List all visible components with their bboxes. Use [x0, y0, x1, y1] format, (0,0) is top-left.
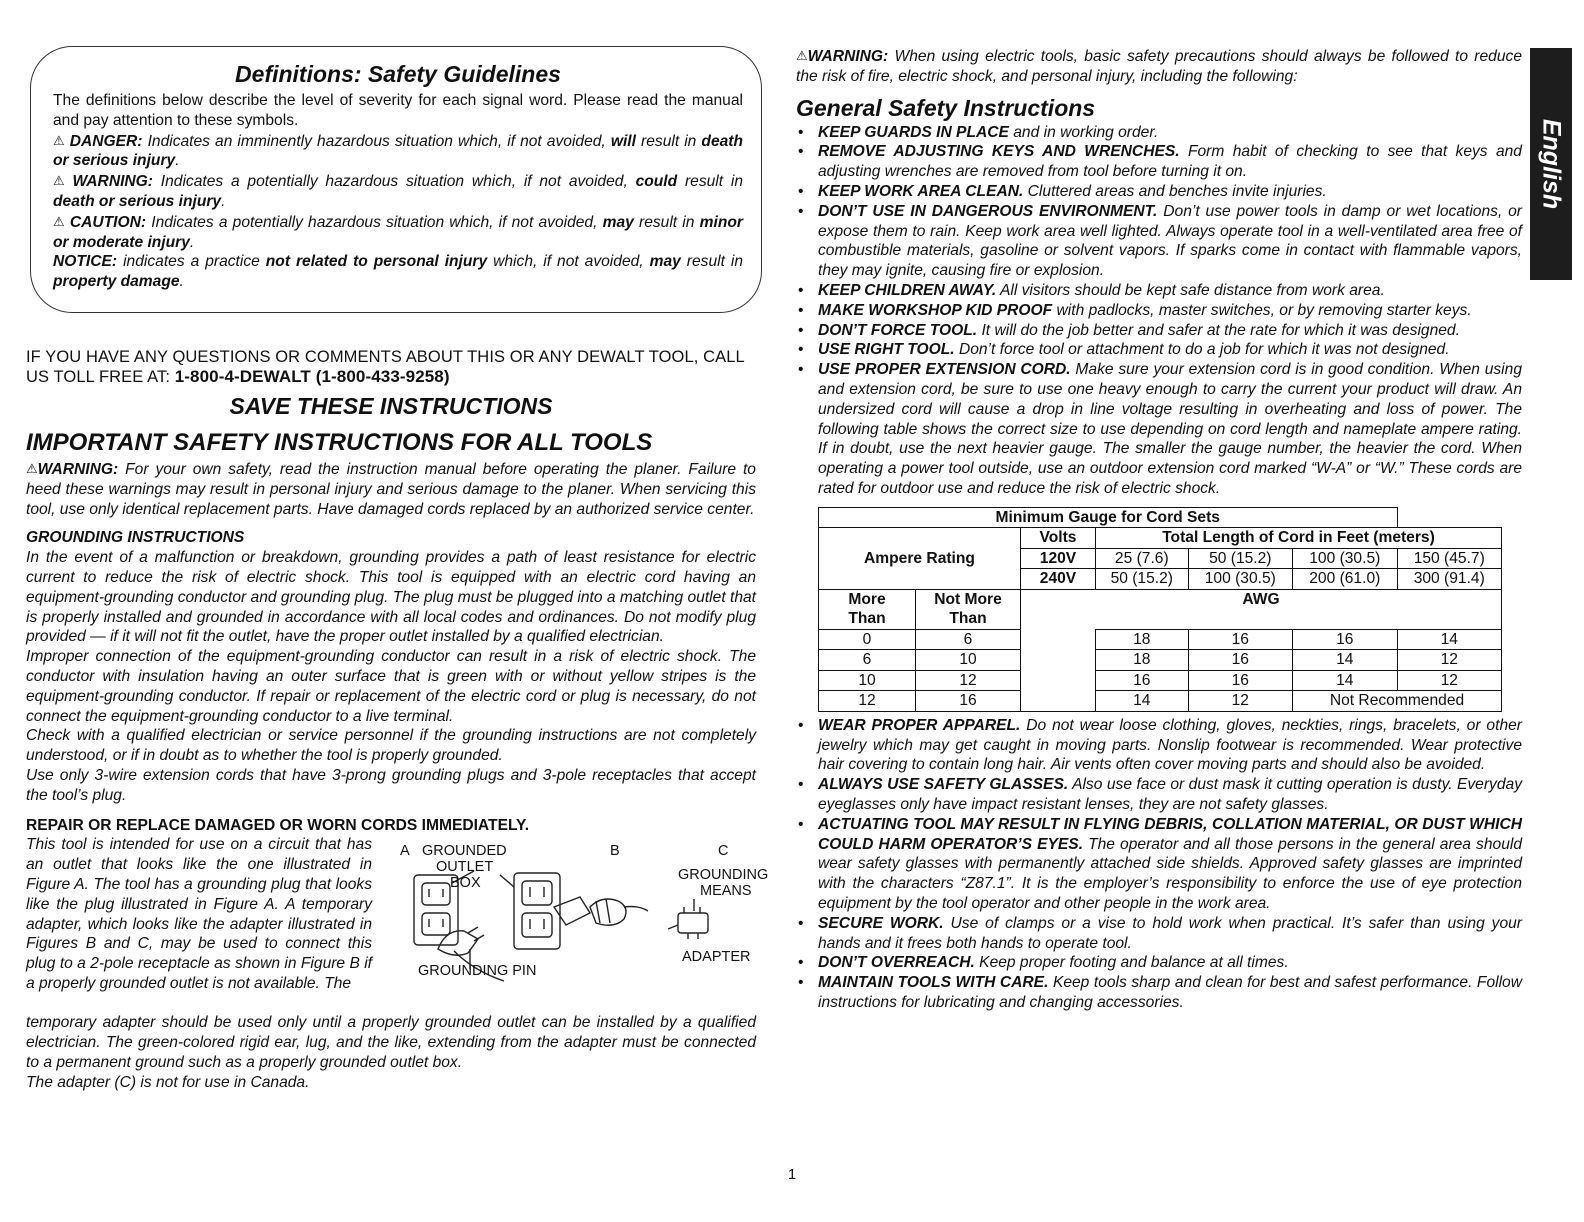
safety-item: [796, 301, 1522, 321]
warning-triangle-icon: ⚠: [53, 173, 65, 189]
not-more-line-2: Than: [949, 610, 987, 628]
danger-word: DANGER:: [69, 132, 143, 150]
safety-item: [796, 321, 1522, 341]
safety-item: [796, 182, 1522, 202]
warning-text: Indicates a potentially hazardous situation which, if not avoided,: [160, 173, 628, 191]
safety-item: [796, 123, 1522, 143]
warning-consequence: death or serious injury: [53, 192, 222, 210]
definitions-box: [30, 46, 762, 313]
safety-item-text: Do not wear loose clothing, gloves, neckties, rings, bracelets, or other jewelry which may get caught in moving parts. Nonslip footwear is recommended. Wear protective hair covering to contain long hair. Air vents often cover moving parts and should also be avoided.: [818, 716, 1522, 774]
safety-item-text: Don’t force tool or attachment to do a job for which it was not designed.: [958, 341, 1450, 359]
table-cell: 14: [1293, 650, 1397, 671]
warning-triangle-icon: ⚠: [26, 460, 38, 476]
grounding-heading: GROUNDING INSTRUCTIONS: [26, 529, 245, 547]
safety-item: [796, 281, 1522, 301]
table-cell: 16: [1293, 629, 1397, 650]
safety-item-text: and in working order.: [1013, 123, 1159, 141]
table-cell: 16: [1188, 650, 1292, 671]
repair-figure-section: [26, 835, 769, 1013]
safety-item-title: USE RIGHT TOOL.: [818, 341, 955, 359]
contact-phone: 1-800-4-DEWALT (1-800-433-9258): [174, 366, 450, 386]
danger-definition: ⚠ DANGER: Indicates an imminently hazardous situation which, if not avoided, will result in death or serious injury.: [53, 132, 744, 170]
language-tab-label: English: [1537, 118, 1566, 210]
safety-item-text: Keep proper footing and balance at all times.: [979, 954, 1289, 972]
safety-item-title: ACTUATING TOOL MAY RESULT IN FLYING DEBRIS, COLLATION MATERIAL, OR DUST WHICH COULD HARM OPERATOR’S EYES.: [818, 815, 1522, 853]
grounding-paragraph-1: In the event of a malfunction or breakdown, grounding provides a path of least resistance for electric current to reduce the risk of electric shock. This tool is equipped with an electric cord having an equipment-grounding conductor and grounding plug. The plug must be plugged into a matching outlet that is properly installed and grounded in accordance with all local codes and ordinances. Do not modify plug provided — if it will not fit the outlet, have the proper outlet installed by a qualified electrician.: [26, 549, 756, 646]
table-cell: 0: [819, 629, 916, 650]
table-row: [819, 589, 1502, 629]
safety-item: [796, 142, 1522, 182]
table-row: [819, 629, 1502, 650]
safety-item-title: USE PROPER EXTENSION CORD.: [818, 361, 1071, 379]
table-cell: 12: [1397, 670, 1502, 691]
caution-result: result in: [639, 213, 695, 231]
important-safety-title: IMPORTANT SAFETY INSTRUCTIONS FOR ALL TOOLS: [26, 428, 653, 456]
table-cell: 16: [1096, 670, 1189, 691]
table-cell: 100 (30.5): [1188, 569, 1292, 590]
table-cell: 10: [819, 670, 916, 691]
caution-bold-may: may: [602, 213, 634, 231]
notice-text-2: which, if not avoided,: [493, 253, 644, 271]
warning-bold-could: could: [635, 173, 678, 191]
figure-label-outlet: OUTLET: [436, 859, 494, 876]
table-cell: 12: [1188, 691, 1292, 712]
safety-item-title: DON’T USE IN DANGEROUS ENVIRONMENT.: [818, 202, 1158, 220]
general-warning: [796, 46, 1522, 87]
contact-info: [26, 347, 756, 387]
important-warning: [26, 459, 756, 519]
page-number: 1: [787, 1166, 797, 1183]
safety-item: [796, 914, 1522, 954]
safety-item-text: with padlocks, master switches, or by removing starter keys.: [1056, 301, 1472, 319]
danger-bold-will: will: [610, 132, 636, 150]
table-cell: 300 (91.4): [1397, 569, 1502, 590]
contact-text: IF YOU HAVE ANY QUESTIONS OR COMMENTS ABOUT THIS OR ANY DEWALT TOOL, CALL US TOLL FREE AT:: [26, 347, 745, 386]
grounding-paragraph-2: Improper connection of the equipment-grounding conductor can result in a risk of electric shock. The conductor with insulation having an outer surface that is green with or without yellow stripes is the equipment-grounding conductor. If repair or replacement of the electric cord or plug is necessary, do not connect the equipment-grounding conductor to a live terminal.: [26, 648, 756, 725]
table-cell: 25 (7.6): [1096, 548, 1189, 569]
grounding-paragraph-4: Use only 3-wire extension cords that have 3-prong grounding plugs and 3-pole receptacles that accept the tool’s plug.: [26, 766, 756, 804]
table-cell: 6: [819, 650, 916, 671]
table-cell: 14: [1293, 670, 1397, 691]
table-cell: 18: [1096, 650, 1189, 671]
warning-triangle-icon: ⚠: [53, 213, 65, 229]
safety-item-title: ALWAYS USE SAFETY GLASSES.: [818, 776, 1069, 794]
safety-item-text: Use of clamps or a vise to hold work when practical. It’s safer than using your hands and it frees both hands to operate tool.: [818, 914, 1522, 952]
notice-text: indicates a practice: [123, 253, 260, 271]
right-column: [796, 46, 1522, 1013]
safety-item-title: KEEP WORK AREA CLEAN.: [818, 182, 1024, 200]
safety-item-title: MAKE WORKSHOP KID PROOF: [818, 301, 1053, 319]
caution-consequence: minor or moderate injury: [53, 213, 743, 251]
table-blank-cell: [1021, 629, 1096, 711]
safety-item-title: SECURE WORK.: [818, 914, 944, 932]
safety-item-title: MAINTAIN TOOLS WITH CARE.: [818, 974, 1049, 992]
caution-text: Indicates a potentially hazardous situation which, if not avoided,: [151, 213, 598, 231]
table-row: [819, 691, 1502, 712]
total-length-header: Total Length of Cord in Feet (meters): [1096, 528, 1502, 549]
general-safety-title: General Safety Instructions: [796, 94, 1096, 121]
safety-item: [796, 716, 1522, 775]
figure-label-a: A: [400, 843, 410, 860]
repair-heading: REPAIR OR REPLACE DAMAGED OR WORN CORDS IMMEDIATELY.: [26, 816, 530, 834]
table-cell: 16: [916, 691, 1021, 712]
adapter-canada-note: The adapter (C) is not for use in Canada.: [26, 1073, 310, 1091]
language-tab: [1530, 48, 1572, 280]
table-cell: 18: [1096, 629, 1189, 650]
safety-list-2: [796, 716, 1522, 1013]
safety-item-text: Also use face or dust mask it cutting operation is dusty. Everyday eyeglasses only have impact resistant lenses, they are not safety glasses.: [818, 776, 1522, 813]
safety-item: [796, 360, 1522, 499]
safety-item-title: KEEP GUARDS IN PLACE: [818, 123, 1009, 141]
table-title: Minimum Gauge for Cord Sets: [819, 507, 1398, 528]
safety-item-text: Form habit of checking to see that keys and adjusting wrenches are removed from tool before turning it on.: [818, 143, 1522, 181]
safety-item: [796, 775, 1522, 815]
caution-word: CAUTION:: [69, 213, 147, 231]
table-cell: 14: [1397, 629, 1502, 650]
not-more-line-1: Not More: [934, 590, 1002, 608]
volts-header: Volts: [1021, 528, 1096, 549]
figure-label-grounded: GROUNDED: [422, 843, 507, 860]
definitions-intro: The definitions below describe the level of severity for each signal word. Please read the manual and pay attention to these symbols.: [53, 92, 743, 129]
not-more-than-header: [916, 589, 1021, 629]
table-cell: 50 (15.2): [1188, 548, 1292, 569]
safety-item-title: WEAR PROPER APPAREL.: [818, 716, 1021, 734]
safety-item-title: DON’T OVERREACH.: [818, 954, 975, 972]
danger-consequence: death or serious injury: [53, 132, 744, 170]
warning-triangle-icon: ⚠: [796, 48, 808, 63]
notice-definition: NOTICE: indicates a practice not related to personal injury which, if not avoided, may result in property damage.: [53, 253, 744, 291]
general-warning-text: When using electric tools, basic safety precautions should always be followed to reduce the risk of fire, electric shock, and personal injury, including the following:: [796, 48, 1522, 85]
figure-label-means: MEANS: [700, 883, 752, 900]
safety-item-text: Make sure your extension cord is in good condition. When using and extension cord, be sure to use one heavy enough to carry the current your product will draw. An undersized cord will cause a drop in line voltage resulting in overheating and loss of power. The following table shows the correct size to use depending on cord length and nameplate ampere rating. If in doubt, use the next heavier gauge. The smaller the gauge number, the heavier the cord. When operating a power tool outside, use an outdoor extension cord marked “W-A” or “W.” These cords are rated for outdoor use and reduce the risk of electric shock.: [818, 361, 1522, 497]
safety-item-text: Don’t use power tools in damp or wet locations, or expose them to rain. Keep work area well lighted. Always operate tool in a well-ventilated area free of combustible materials, gasoline or solvent vapors. If sparks come in contact with flammable vapors, they may ignite, causing fire or explosion.: [818, 202, 1523, 280]
warning-triangle-icon: ⚠: [53, 132, 65, 148]
danger-result: result in: [641, 132, 697, 150]
table-cell: 50 (15.2): [1096, 569, 1189, 590]
more-than-line-2: Than: [848, 610, 886, 628]
caution-definition: ⚠ CAUTION: Indicates a potentially hazardous situation which, if not avoided, may result in minor or moderate injury.: [53, 213, 743, 251]
cord-gauge-table: [818, 507, 1502, 712]
table-cell: 6: [916, 629, 1021, 650]
repair-continued-text: temporary adapter should be used only until a properly grounded outlet can be installed by a qualified electrician. The green-colored rigid ear, lug, and the like, extending from the adapter must be connected to a permanent ground such as a properly grounded outlet box.: [26, 1014, 756, 1071]
safety-item-title: REMOVE ADJUSTING KEYS AND WRENCHES.: [818, 143, 1180, 161]
figure-label-grounding: GROUNDING: [678, 867, 769, 884]
table-row: [819, 650, 1502, 671]
volts-120: 120V: [1021, 548, 1096, 569]
safety-item: [796, 815, 1522, 914]
danger-text: Indicates an imminently hazardous situation which, if not avoided,: [147, 132, 606, 150]
table-cell: 14: [1096, 691, 1189, 712]
safety-item-text: The operator and all those persons in the general area should wear safety glasses with permanently attached side shields. Approved safety glasses are imprinted with the characters “Z87.1”. It is the employer’s responsibility to enforce the use of eye protection equipment by the tool operator and other people in the work area.: [818, 835, 1523, 912]
important-warning-word: WARNING:: [37, 460, 119, 478]
grounding-figure: [382, 837, 769, 1007]
table-cell: 12: [819, 691, 916, 712]
figure-label-box: BOX: [450, 875, 481, 892]
repair-side-text: This tool is intended for use on a circuit that has an outlet that looks like the one illustrated in Figure A. The tool has a grounding plug that looks like the plug illustrated in Figure A. A temporary adapter, which looks like the adapter illustrated in Figures B and C, may be used to connect this plug to a 2-pole receptacle as shown in Figure B if a properly grounded outlet is not available. The: [26, 836, 372, 992]
warning-result: result in: [684, 173, 743, 191]
safety-item: [796, 202, 1522, 281]
warning-word: WARNING:: [72, 173, 153, 191]
safety-item-text: Cluttered areas and benches invite injuries.: [1027, 182, 1327, 200]
table-cell: 10: [916, 650, 1021, 671]
figure-label-c: C: [718, 843, 729, 860]
ampere-rating-header: Ampere Rating: [819, 528, 1021, 590]
grounding-paragraph-3: Check with a qualified electrician or service personnel if the grounding instructions are not completely understood, or if in doubt as to whether the tool is properly grounded.: [26, 727, 756, 765]
not-recommended-cell: Not Recommended: [1293, 691, 1502, 712]
table-cell: 100 (30.5): [1293, 548, 1397, 569]
figure-label-b: B: [610, 843, 620, 860]
safety-item: [796, 340, 1522, 360]
more-than-line-1: More: [848, 590, 886, 608]
more-than-header: [819, 589, 916, 629]
notice-bold: not related to personal injury: [265, 253, 488, 271]
safety-item: [796, 973, 1522, 1013]
volts-240: 240V: [1021, 569, 1096, 590]
table-cell: 16: [1188, 629, 1292, 650]
safety-list-1: [796, 123, 1522, 499]
general-warning-word: WARNING:: [807, 48, 889, 65]
safety-item-text: Keep tools sharp and clean for best and safest performance. Follow instructions for lubricating and changing accessories.: [818, 974, 1522, 1011]
table-cell: 150 (45.7): [1397, 548, 1502, 569]
figure-label-adapter: ADAPTER: [682, 949, 751, 966]
table-row: [819, 528, 1502, 549]
warning-definition: ⚠ WARNING: Indicates a potentially hazardous situation which, if not avoided, could result in death or serious injury.: [53, 173, 743, 210]
notice-result: result in: [686, 253, 744, 271]
table-row: [819, 507, 1502, 528]
table-cell: 12: [916, 670, 1021, 691]
safety-item-title: DON’T FORCE TOOL.: [818, 321, 978, 339]
left-column: [26, 46, 769, 1093]
safety-item: [796, 953, 1522, 973]
definitions-title: Definitions: Safety Guidelines: [235, 61, 561, 87]
safety-item-text: It will do the job better and safer at the rate for which it was designed.: [981, 321, 1460, 339]
table-cell: 12: [1397, 650, 1502, 671]
save-instructions-title: SAVE THESE INSTRUCTIONS: [229, 392, 553, 419]
table-row: [819, 670, 1502, 691]
notice-consequence: property damage: [53, 273, 180, 291]
important-warning-text: For your own safety, read the instruction manual before operating the planer. Failure to heed these warnings may result in personal injury and serious damage to the planer. When servicing this tool, use only identical replacement parts. Have damaged cords replaced by an authorized service center.: [26, 460, 756, 518]
safety-item-text: All visitors should be kept safe distance from work area.: [999, 281, 1385, 299]
table-cell: 16: [1188, 670, 1292, 691]
safety-item-title: KEEP CHILDREN AWAY.: [818, 281, 997, 299]
notice-word: NOTICE:: [53, 253, 118, 271]
notice-bold-may: may: [649, 253, 681, 271]
figure-label-grounding-pin: GROUNDING PIN: [418, 963, 537, 980]
table-cell: 200 (61.0): [1293, 569, 1397, 590]
awg-header: AWG: [1021, 589, 1502, 629]
